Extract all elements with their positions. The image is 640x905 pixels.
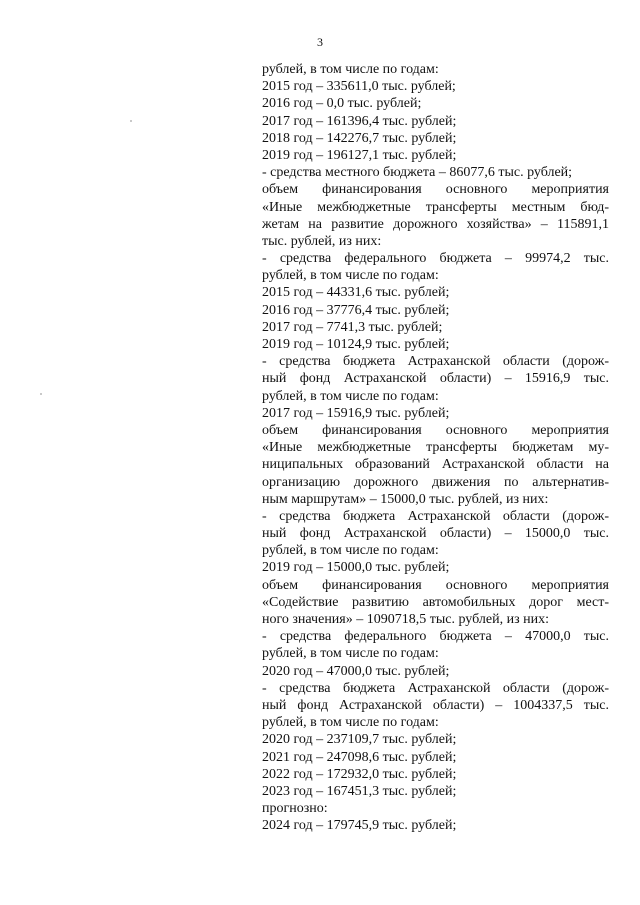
text-line: 2022 год – 172932,0 тыс. рублей; (262, 766, 457, 782)
text-line: жетам на развитие дорожного хозяйства» – 115891,1 (262, 216, 609, 232)
text-line: 2016 год – 0,0 тыс. рублей; (262, 96, 422, 112)
text-line: 2015 год – 44331,6 тыс. рублей; (262, 285, 450, 301)
text-line: - средства бюджета Астраханской области (дорож- (262, 680, 609, 696)
text-line: - средства бюджета Астраханской области (дорож- (262, 508, 609, 524)
text-line: «Иные межбюджетные трансферты местным бюд- (262, 199, 609, 215)
text-line: рублей, в том числе по годам: (262, 543, 439, 559)
text-line: ный фонд Астраханской области) – 15916,9 тыс. (262, 371, 609, 387)
text-line: 2023 год – 167451,3 тыс. рублей; (262, 783, 457, 799)
text-line: 2020 год – 237109,7 тыс. рублей; (262, 732, 457, 748)
text-line: 2019 год – 196127,1 тыс. рублей; (262, 147, 457, 163)
text-line: тыс. рублей, из них: (262, 233, 382, 249)
text-line: - средства федерального бюджета – 47000,0 тыс. (262, 629, 609, 645)
text-line: ный фонд Астраханской области) – 15000,0 тыс. (262, 526, 609, 542)
page-number: 3 (317, 35, 323, 49)
text-line: 2017 год – 161396,4 тыс. рублей; (262, 113, 457, 129)
text-line: ным маршрутам» – 15000,0 тыс. рублей, из них: (262, 491, 549, 507)
text-line: - средства федерального бюджета – 99974,2 тыс. (262, 251, 609, 267)
text-line: рублей, в том числе по годам: (262, 62, 439, 77)
text-line: 2019 год – 15000,0 тыс. рублей; (262, 560, 450, 576)
text-line: ниципальных образований Астраханской области на (262, 457, 609, 473)
text-line: ного значения» – 1090718,5 тыс. рублей, из них: (262, 612, 549, 627)
text-line: 2017 год – 7741,3 тыс. рублей; (262, 319, 443, 335)
text-line: прогнозно: (262, 801, 328, 817)
text-line: 2016 год – 37776,4 тыс. рублей; (262, 302, 450, 318)
text-line: объем финансирования основного мероприятия (262, 577, 609, 593)
text-line: 2021 год – 247098,6 тыс. рублей; (262, 749, 457, 765)
text-line: 2019 год – 10124,9 тыс. рублей; (262, 337, 450, 352)
text-line: - средства местного бюджета – 86077,6 тыс. рублей; (262, 165, 573, 181)
text-line: 2018 год – 142276,7 тыс. рублей; (262, 130, 457, 146)
text-line: рублей, в том числе по годам: (262, 715, 439, 731)
text-line: «Иные межбюджетные трансферты бюджетам му- (262, 440, 609, 456)
text-line: 2020 год – 47000,0 тыс. рублей; (262, 663, 450, 679)
text-line: - средства бюджета Астраханской области (дорож- (262, 354, 609, 370)
scan-speck (40, 393, 42, 395)
scan-speck (130, 120, 132, 122)
text-line: 2024 год – 179745,9 тыс. рублей; (262, 818, 457, 834)
document-body (262, 61, 609, 834)
text-line: организацию дорожного движения по альтернатив- (262, 474, 609, 490)
text-line: рублей, в том числе по годам: (262, 388, 439, 404)
text-line: объем финансирования основного мероприятия (262, 422, 609, 438)
text-line: рублей, в том числе по годам: (262, 646, 439, 662)
text-line: рублей, в том числе по годам: (262, 268, 439, 284)
text-line: 2015 год – 335611,0 тыс. рублей; (262, 79, 456, 95)
text-line: 2017 год – 15916,9 тыс. рублей; (262, 405, 450, 421)
text-line: «Содействие развитию автомобильных дорог мест- (262, 594, 609, 610)
text-line: объем финансирования основного мероприятия (262, 182, 609, 198)
text-line: ный фонд Астраханской области) – 1004337,5 тыс. (262, 697, 609, 713)
